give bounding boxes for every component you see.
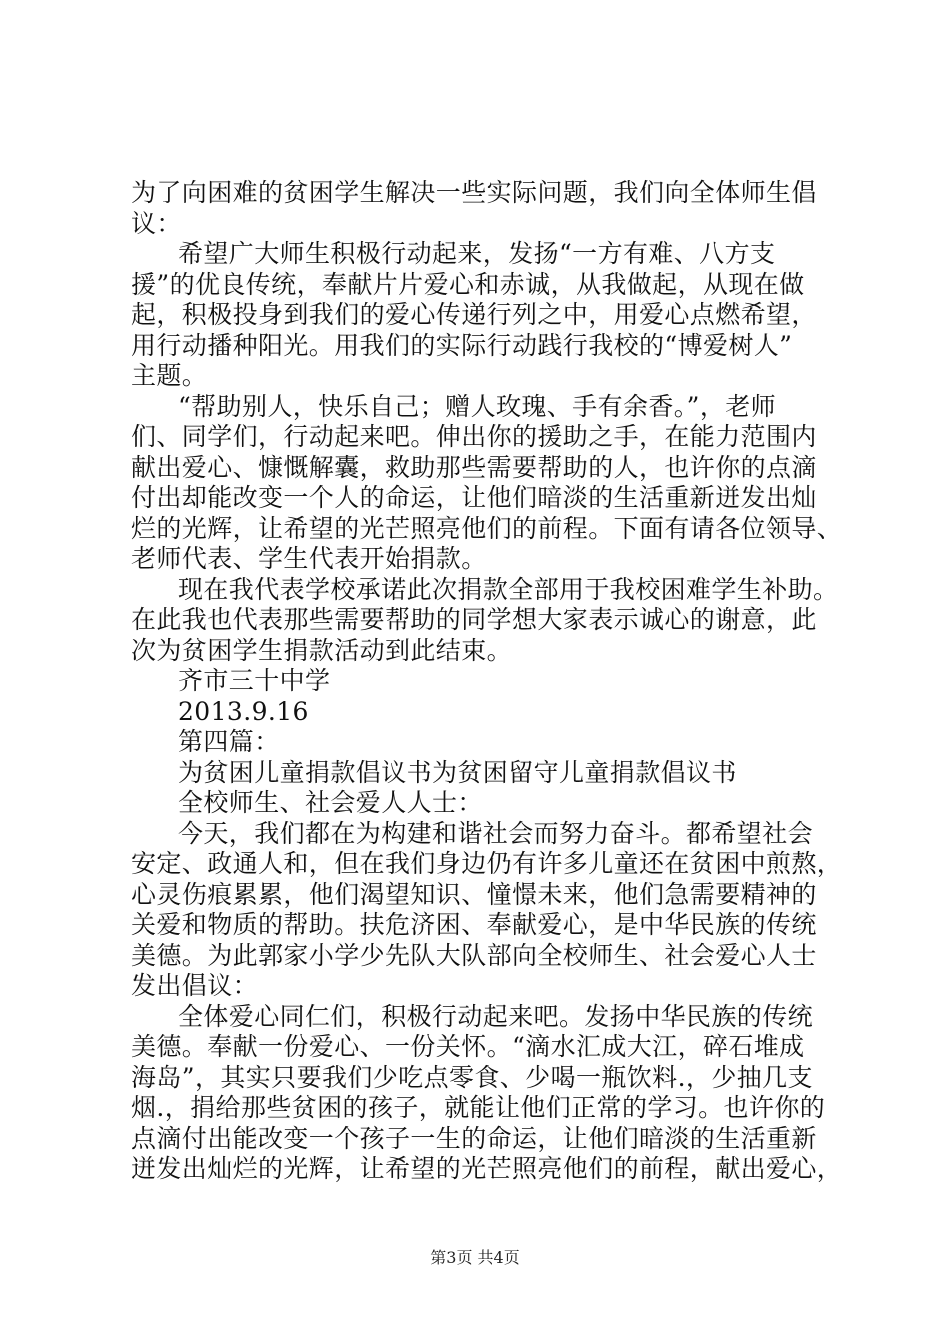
page-footer: 第3页 共4页 [430,1248,520,1267]
text-line: 们、同学们，行动起来吧。伸出你的援助之手，在能力范围内 [131,422,817,451]
text-line: 议： [131,208,182,238]
text-line: 全体爱心同仁们，积极行动起来吧。发扬中华民族的传统 [178,1001,814,1031]
text-line: 援”的优良传统，奉献片片爱心和赤诚，从我做起，从现在做 [131,269,805,299]
text-line: 美德。为此郭家小学少先队大队部向全校师生、社会爱心人士 [131,940,817,970]
text-line: 海岛”，其实只要我们少吃点零食、少喝一瓶饮料.，少抽几支 [131,1062,813,1092]
text-line: “帮助别人，快乐自己；赠人玫瑰、手有余香。”，老师 [178,391,777,421]
text-line: 现在我代表学校承诺此次捐款全部用于我校困难学生补助。 [178,574,839,604]
text-line: 为贫困儿童捐款倡议书为贫困留守儿童捐款倡议书 [178,757,737,787]
text-line: 烂的光辉，让希望的光芒照亮他们的前程。下面有请各位领导、 [131,513,843,543]
text-line: 关爱和物质的帮助。扶危济困、奉献爱心，是中华民族的传统 [131,910,817,939]
text-line: 希望广大师生积极行动起来，发扬“一方有难、八方支 [178,239,776,268]
text-line: 付出却能改变一个人的命运，让他们暗淡的生活重新迸发出灿 [131,483,817,512]
text-line: 美德。奉献一份爱心、一份关怀。“滴水汇成大江，碎石堆成 [131,1032,805,1061]
text-line: 用行动播种阳光。用我们的实际行动践行我校的“博爱树人” [131,330,793,360]
text-line: 主题。 [131,361,208,390]
text-line: 安定、政通人和，但在我们身边仍有许多儿童还在贫困中煎熬， [131,849,843,878]
text-line: 点滴付出能改变一个孩子一生的命运，让他们暗淡的生活重新 [131,1123,817,1153]
text-line: 2013.9.16 [178,696,309,726]
text-line: 起，积极投身到我们的爱心传递行列之中，用爱心点燃希望， [131,300,817,329]
text-line: 老师代表、学生代表开始捐款。 [131,544,487,573]
text-line: 齐市三十中学 [178,666,331,695]
text-line: 今天，我们都在为构建和谐社会而努力奋斗。都希望社会 [178,818,814,848]
text-line: 心灵伤痕累累，他们渴望知识、憧憬未来，他们急需要精神的 [131,879,817,909]
text-line: 烟.，捐给那些贫困的孩子，就能让他们正常的学习。也许你的 [131,1093,826,1122]
text-line: 迸发出灿烂的光辉，让希望的光芒照亮他们的前程，献出爱心， [131,1154,843,1183]
text-line: 全校师生、社会爱人人士： [178,788,483,817]
document-body [131,178,843,1185]
text-line: 献出爱心、慷慨解囊，救助那些需要帮助的人，也许你的点滴 [131,452,817,482]
text-line: 在此我也代表那些需要帮助的同学想大家表示诚心的谢意，此 [131,605,817,634]
text-line: 为了向困难的贫困学生解决一些实际问题，我们向全体师生倡 [131,178,817,207]
text-line: 第四篇： [178,727,280,756]
text-line: 发出倡议： [131,971,259,1000]
text-line: 次为贫困学生捐款活动到此结束。 [131,635,513,665]
